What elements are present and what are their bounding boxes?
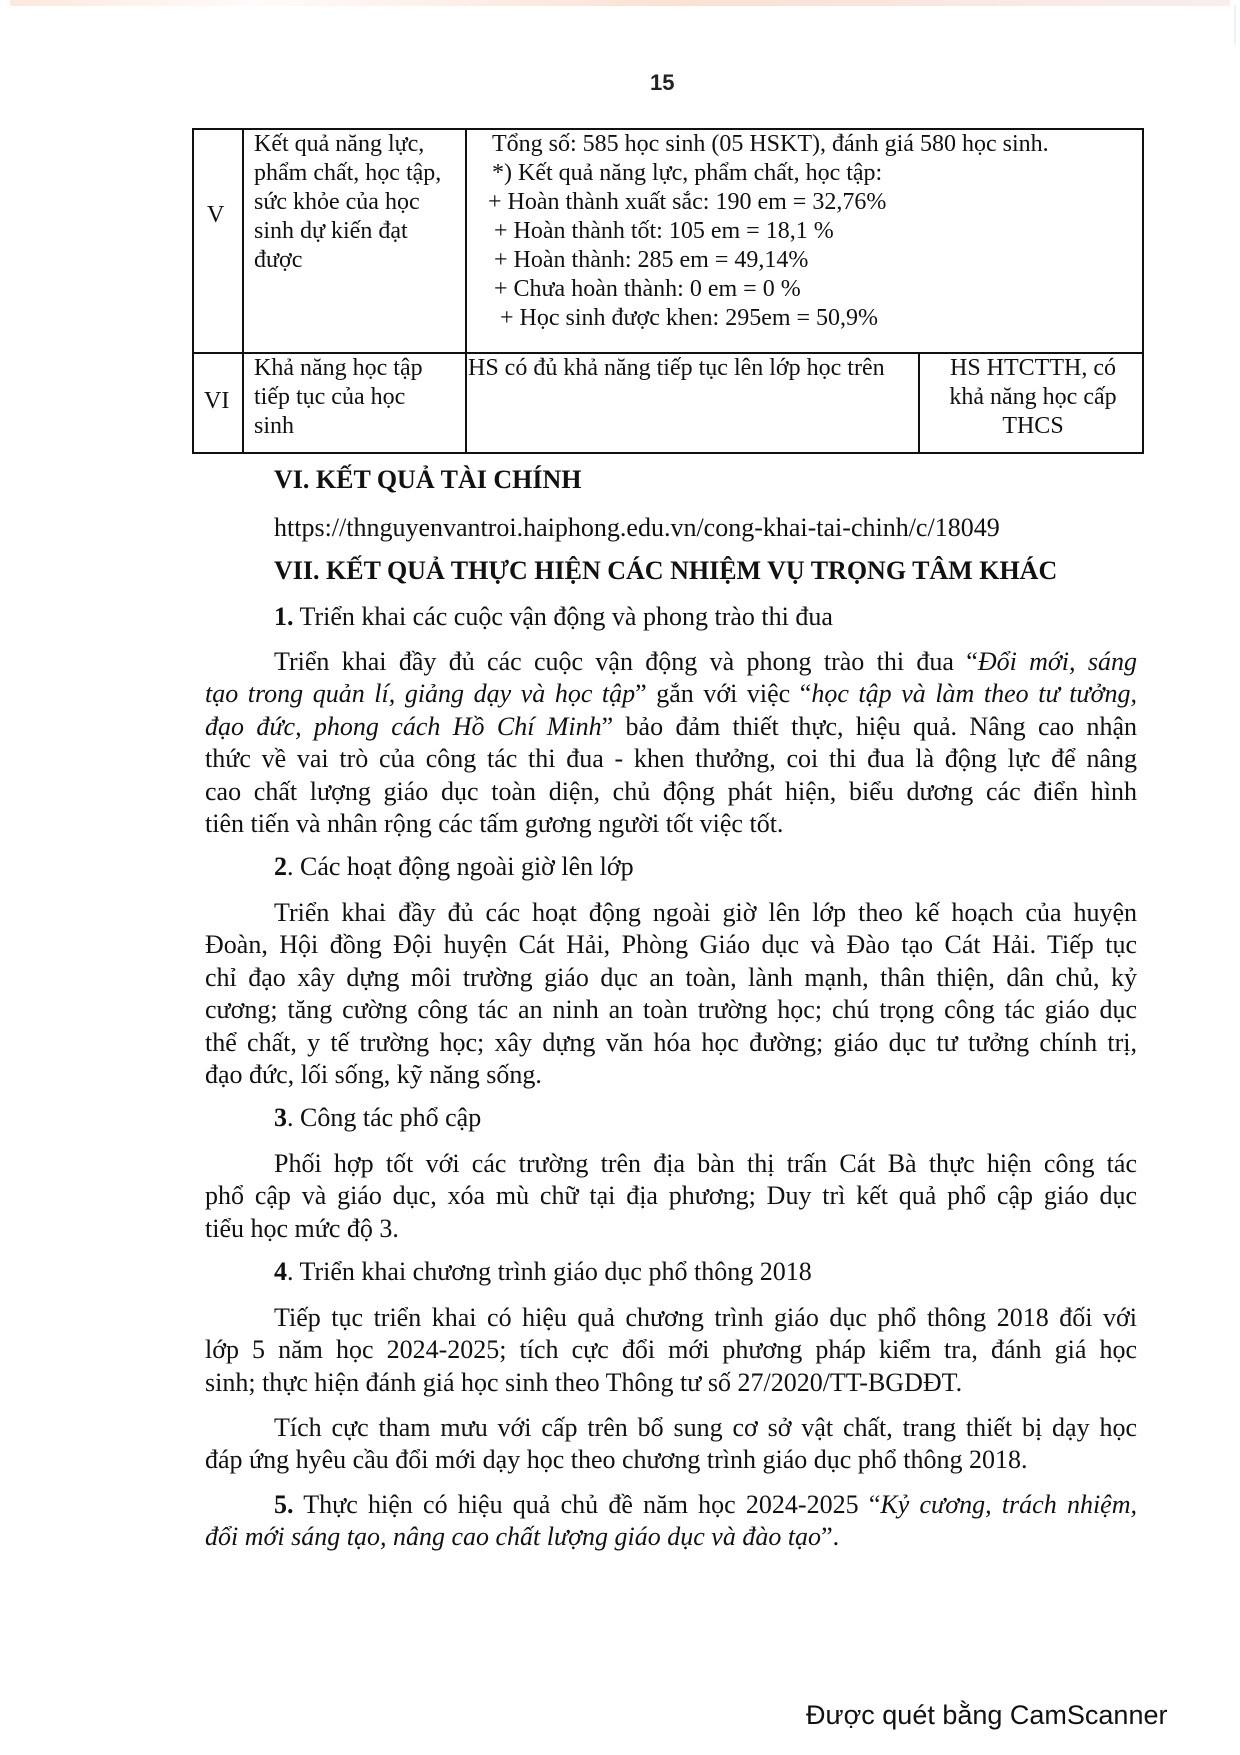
paragraph-line: cao chất lượng giáo dục toàn diện, chủ động phát hiện, biểu dương các điển hình [205, 777, 1137, 806]
extra-line: HS HTCTTH, có [950, 355, 1116, 381]
paragraph-line: Tích cực tham mưu với cấp trên bổ sung cơ sở vật chất, trang thiết bị dạy học [274, 1413, 1137, 1442]
content-line: HS có đủ khả năng tiếp tục lên lớp học trên [468, 355, 885, 381]
table-divider [465, 130, 467, 352]
paragraph-line: Phối hợp tốt với các trường trên địa bàn thị trấn Cát Bà thực hiện công tác [274, 1149, 1137, 1178]
content-line: Tổng số: 585 học sinh (05 HSKT), đánh giá 580 học sinh. [492, 131, 1049, 157]
item-title: . Triển khai chương trình giáo dục phổ thông 2018 [287, 1257, 812, 1286]
item-3-heading [274, 1102, 1137, 1134]
text-run: ” bảo đảm thiết thực, hiệu quả. Nâng cao nhận [601, 712, 1137, 741]
paragraph-line: tiên tiến và nhân rộng các tấm gương người tốt việc tốt. [205, 809, 784, 838]
table-divider [918, 354, 920, 452]
item-number: 3 [274, 1103, 287, 1132]
item-title: . Công tác phổ cập [287, 1103, 482, 1132]
text-run: ” gắn với việc “ [635, 679, 812, 708]
criterion-line: sức khỏe của học [254, 189, 420, 215]
item-2-heading [274, 851, 1137, 883]
item-1-heading [274, 601, 1137, 633]
camscanner-watermark: Được quét bằng CamScanner [806, 1700, 1168, 1730]
paragraph-line: Tiếp tục triển khai có hiệu quả chương trình giáo dục phổ thông 2018 đối với [274, 1303, 1137, 1332]
row-criterion [254, 130, 441, 275]
criterion-line: Kết quả năng lực, [254, 131, 425, 157]
italic-run: Kỷ cương, trách nhiệm, [880, 1490, 1137, 1519]
row-content [488, 130, 1049, 333]
paragraph-line [205, 678, 1137, 710]
paragraph-line: thức về vai trò của công tác thi đua - khen thưởng, coi thi đua là động lực để nâng [205, 744, 1137, 773]
extra-line: THCS [1002, 413, 1064, 439]
criterion-line: tiếp tục của học [254, 384, 406, 410]
row-content [468, 354, 885, 383]
item-number: 1. [274, 602, 294, 631]
paragraph-line [205, 711, 1137, 743]
content-line: + Học sinh được khen: 295em = 50,9% [500, 305, 879, 331]
item-4-heading [274, 1256, 1137, 1288]
paragraph-line: lớp 5 năm học 2024-2025; tích cực đổi mới phương pháp kiểm tra, đánh giá học [205, 1335, 1137, 1364]
content-line: + Hoàn thành tốt: 105 em = 18,1 % [494, 218, 834, 244]
item-number: 2 [274, 852, 287, 881]
paragraph-line [274, 646, 1137, 678]
paragraph-line: Đoàn, Hội đồng Đội huyện Cát Hải, Phòng Giáo dục và Đào tạo Cát Hải. Tiếp tục [205, 930, 1137, 959]
row-index: V [207, 202, 225, 228]
item-5-heading [274, 1489, 1137, 1521]
table-divider [242, 130, 244, 352]
criterion-line: sinh dự kiến đạt [254, 218, 408, 244]
content-line: *) Kết quả năng lực, phẩm chất, học tập: [492, 160, 883, 186]
paragraph-line: tiểu học mức độ 3. [205, 1214, 399, 1243]
extra-line: khả năng học cấp [949, 384, 1117, 410]
item-number: 5. [274, 1490, 294, 1519]
text-run: Triển khai đầy đủ các cuộc vận động và phong trào thi đua “ [274, 647, 978, 676]
content-line: + Chưa hoàn thành: 0 em = 0 % [494, 276, 801, 302]
row-extra [922, 354, 1144, 441]
row-index: VI [204, 388, 230, 414]
table-divider [465, 354, 467, 452]
italic-run: Đổi mới, sáng [977, 647, 1137, 676]
criterion-line: sinh [254, 413, 295, 439]
criterion-line: được [254, 247, 303, 273]
scan-edge-artifact [10, 0, 1230, 6]
paragraph-line: thể chất, y tế trường học; xây dựng văn hóa học đường; giáo dục tư tưởng chính trị, [205, 1028, 1137, 1057]
italic-run: học tập và làm theo tư tưởng, [811, 679, 1137, 708]
financial-link[interactable]: https://thnguyenvantroi.haiphong.edu.vn/cong-khai-tai-chinh/c/18049 [274, 513, 1000, 542]
section-vii-heading: VII. KẾT QUẢ THỰC HIỆN CÁC NHIỆM VỤ TRỌNG TÂM KHÁC [274, 556, 1058, 585]
paragraph-line: sinh; thực hiện đánh giá học sinh theo Thông tư số 27/2020/TT-BGDĐT. [205, 1368, 963, 1397]
table-row-v [192, 128, 1144, 354]
content-line: + Hoàn thành: 285 em = 49,14% [494, 247, 809, 273]
italic-run: đổi mới sáng tạo, nâng cao chất lượng giáo dục và đào tạo [205, 1522, 822, 1551]
criterion-line: Khả năng học tập [254, 355, 423, 381]
scan-edge-artifact-right [1234, 5, 1236, 45]
criterion-line: phẩm chất, học tập, [254, 160, 442, 186]
content-line: + Hoàn thành xuất sắc: 190 em = 32,76% [488, 189, 887, 215]
page-number: 15 [650, 70, 675, 95]
italic-run: đạo đức, phong cách Hồ Chí Minh [205, 712, 602, 741]
item-number: 4 [274, 1257, 287, 1286]
paragraph-line: chỉ đạo xây dựng môi trường giáo dục an toàn, lành mạnh, thân thiện, dân chủ, kỷ [205, 963, 1137, 992]
paragraph-line: phổ cập và giáo dục, xóa mù chữ tại địa phương; Duy trì kết quả phổ cập giáo dục [205, 1181, 1137, 1210]
paragraph-line: đạo đức, lối sống, kỹ năng sống. [205, 1060, 542, 1089]
paragraph-line: Triển khai đầy đủ các hoạt động ngoài giờ lên lớp theo kế hoạch của huyện [274, 898, 1137, 927]
paragraph-line: đáp ứng hyêu cầu đổi mới dạy học theo chương trình giáo dục phổ thông 2018. [205, 1445, 1028, 1474]
item-title: . Các hoạt động ngoài giờ lên lớp [287, 852, 634, 881]
table-divider [242, 354, 244, 452]
item-title: Triển khai các cuộc vận động và phong trào thi đua [293, 602, 833, 631]
item-title: Thực hiện có hiệu quả chủ đề năm học 2024-2025 “ [293, 1490, 881, 1519]
italic-run: tạo trong quản lí, giảng dạy và học tập [205, 679, 636, 708]
row-criterion [254, 354, 423, 441]
paragraph-line [205, 1521, 1137, 1553]
paragraph-line: cương; tăng cường công tác an ninh an toàn trường học; chú trọng công tác giáo dục [205, 995, 1137, 1024]
table-row-vi [192, 352, 1144, 454]
text-run: ”. [821, 1522, 840, 1551]
section-vi-heading: VI. KẾT QUẢ TÀI CHÍNH [274, 465, 582, 494]
